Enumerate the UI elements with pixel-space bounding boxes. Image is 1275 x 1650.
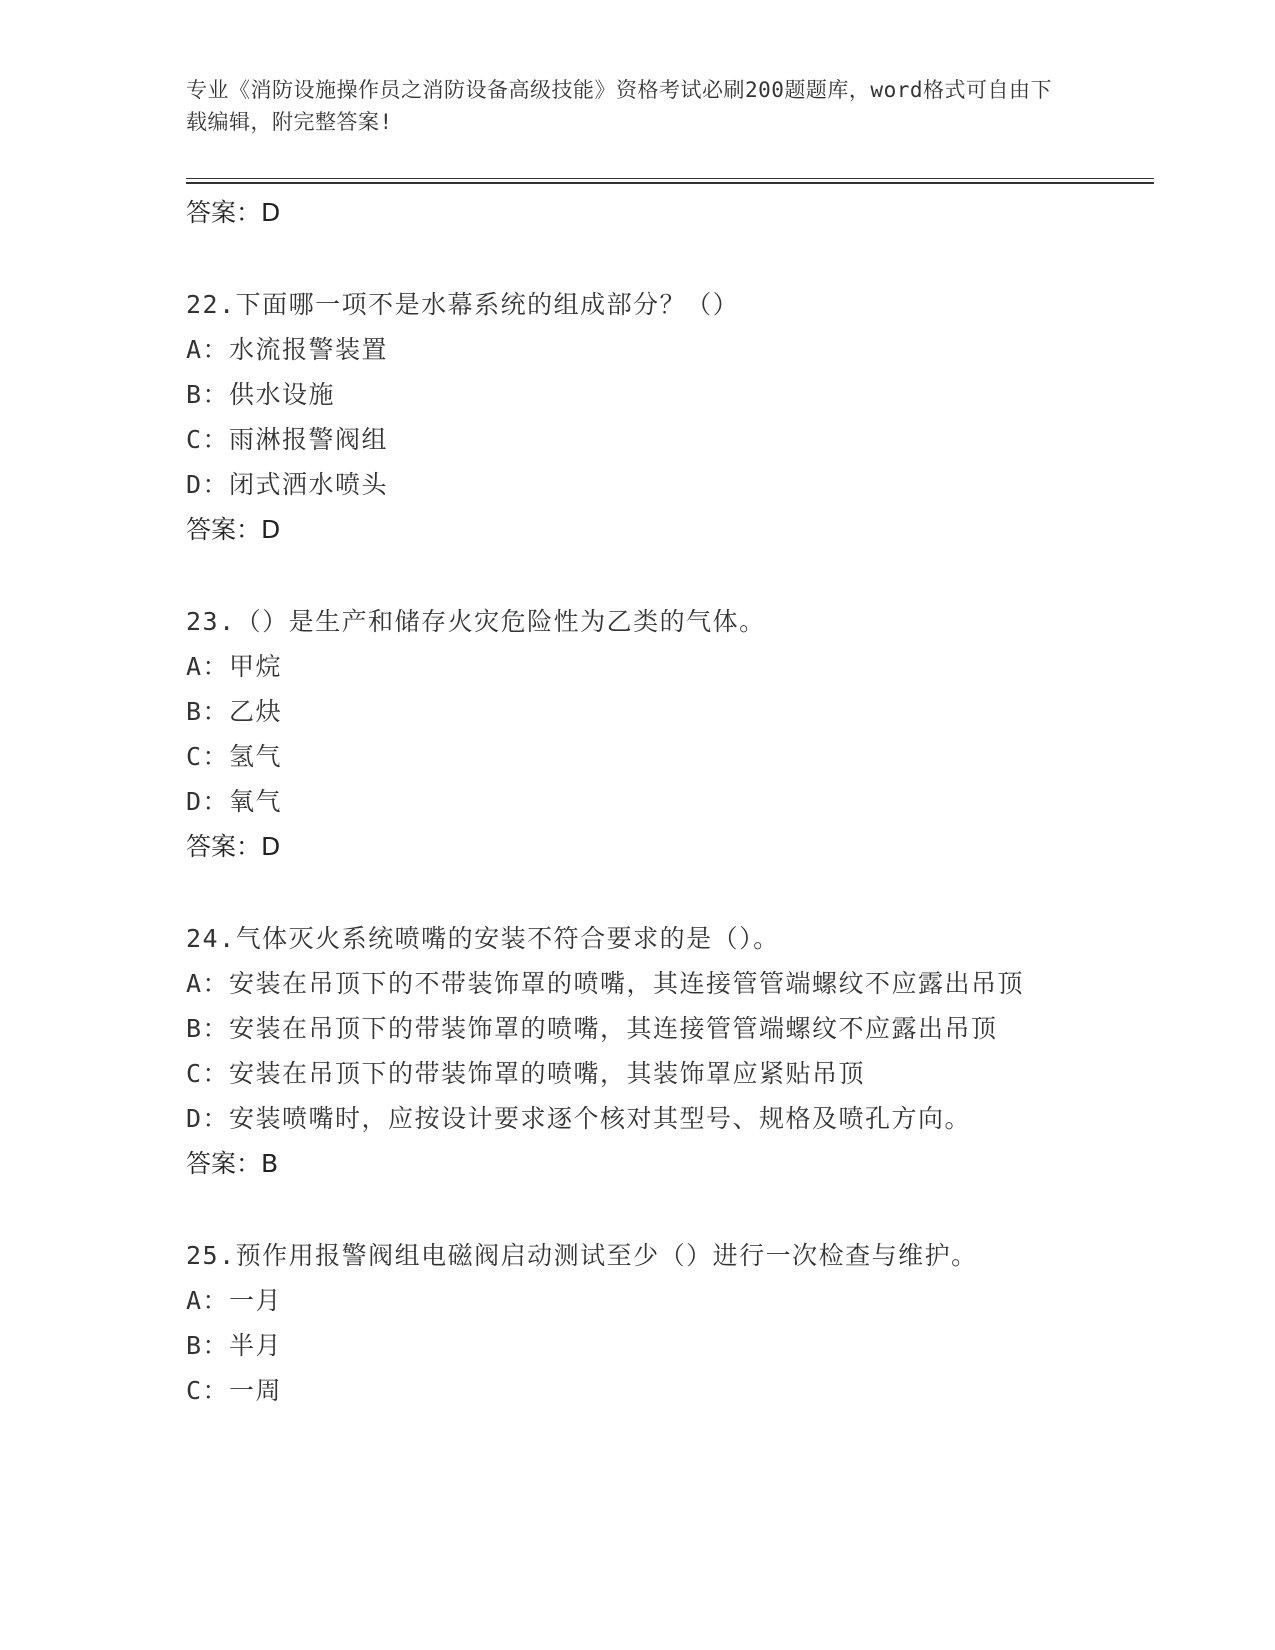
- question-block: [186, 599, 1086, 869]
- option-a: A：安装在吊顶下的不带装饰罩的喷嘴，其连接管管端螺纹不应露出吊顶: [186, 969, 1025, 998]
- answer-line: 答案：D: [186, 515, 281, 544]
- option-b: B：乙炔: [186, 697, 283, 726]
- option-b: B：供水设施: [186, 380, 336, 409]
- question-block: [186, 916, 1086, 1186]
- option-c: C：安装在吊顶下的带装饰罩的喷嘴，其装饰罩应紧贴吊顶: [186, 1059, 866, 1088]
- option-a: A：水流报警装置: [186, 335, 389, 364]
- option-c: C：氢气: [186, 742, 283, 771]
- option-b: B：安装在吊顶下的带装饰罩的喷嘴，其连接管管端螺纹不应露出吊顶: [186, 1014, 998, 1043]
- header-rule-bold: [186, 182, 1154, 184]
- answer-line: 答案：B: [186, 1149, 279, 1178]
- option-a: A：一月: [186, 1286, 283, 1315]
- answer-line: 答案：D: [186, 198, 281, 227]
- option-d: D：闭式洒水喷头: [186, 470, 389, 499]
- option-d: D：氧气: [186, 787, 283, 816]
- answer-line: 答案：D: [186, 832, 281, 861]
- option-c: C：一周: [186, 1376, 283, 1405]
- question-list: [186, 190, 1086, 1413]
- option-b: B：半月: [186, 1331, 283, 1360]
- option-d: D：安装喷嘴时，应按设计要求逐个核对其型号、规格及喷孔方向。: [186, 1104, 972, 1133]
- document-header: 专业《消防设施操作员之消防设备高级技能》资格考试必刷200题题库，word格式可自由下载编辑，附完整答案!: [186, 78, 1052, 134]
- question-title: 22.下面哪一项不是水幕系统的组成部分？（）: [186, 290, 740, 319]
- option-a: A：甲烷: [186, 652, 283, 681]
- header-rule: [186, 178, 1154, 179]
- question-block: [186, 282, 1086, 552]
- question-title: 24.气体灭火系统喷嘴的安装不符合要求的是（）。: [186, 924, 780, 953]
- option-c: C：雨淋报警阀组: [186, 425, 389, 454]
- question-block: [186, 1233, 1086, 1413]
- question-title: 25.预作用报警阀组电磁阀启动测试至少（）进行一次检查与维护。: [186, 1241, 978, 1270]
- question-title: 23.（）是生产和储存火灾危险性为乙类的气体。: [186, 607, 766, 636]
